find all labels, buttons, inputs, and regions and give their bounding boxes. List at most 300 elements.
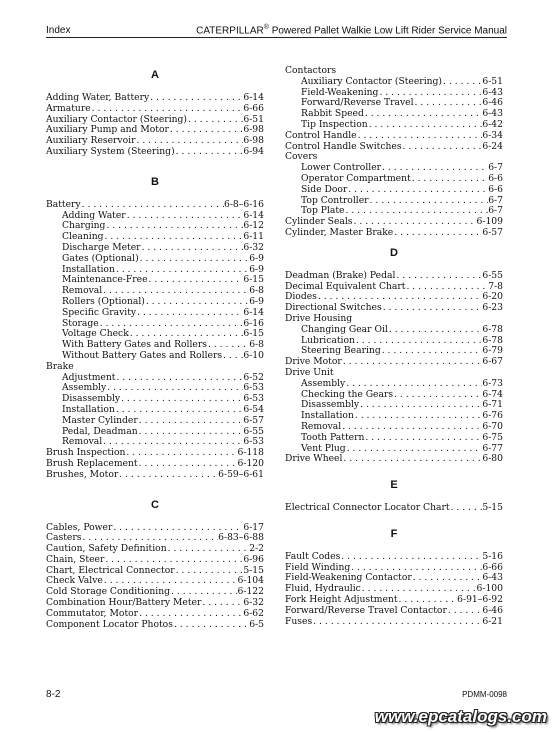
entry-label: Contactors [285,66,337,76]
index-entry [46,523,264,534]
header-reg-mark: ® [263,23,269,31]
dot-leader [342,357,483,368]
dot-leader [405,282,488,293]
index-list-d [285,271,503,465]
index-entry [46,200,264,211]
index-subentry [285,88,503,99]
index-entry [46,362,264,373]
entry-label: Vent Plug [301,443,346,454]
entry-label: Component Locator Photos [46,619,173,630]
index-subentry [46,416,264,427]
watermark-logo: www.epcatalogs.com [374,707,547,726]
dot-leader [361,584,477,595]
entry-label: Commutator, Motor [46,608,139,619]
index-subentry [285,325,503,336]
entry-label: Rollers (Optional) [62,296,145,307]
entry-label: Decimal Equivalent Chart [285,281,406,292]
index-entry [285,357,503,368]
entry-page-number: 6-6 [488,173,503,184]
entry-page-number: 6-104 [237,576,264,587]
index-subentry [46,211,264,222]
index-entry [46,470,264,481]
entry-page-number: 6-21 [482,616,503,627]
entry-label: Auxiliary Reservoir [46,136,136,147]
dot-leader [126,211,244,222]
dot-leader [115,405,243,416]
dot-leader [442,77,482,88]
entry-page-number: 6-9 [249,296,264,307]
index-entry [285,314,503,325]
section-letter-c: C [151,498,159,511]
dot-leader [138,459,238,470]
entry-page-number: 6-43 [482,573,503,584]
entry-label: Field-Weakening Contactor [285,573,412,584]
entry-page-number: 6-51 [243,114,264,125]
index-entry [46,533,264,544]
entry-page-number: 6-77 [482,443,503,454]
dot-leader [81,200,224,211]
entry-label: Chart, Electrical Connector [46,565,175,576]
entry-label: Changing Gear Oil [301,324,388,335]
index-entry [285,595,503,606]
index-entry [285,282,503,293]
entry-page-number: 6-78 [482,324,503,335]
index-subentry [285,400,503,411]
index-subentry [46,221,264,232]
entry-page-number: 6-14 [243,210,264,221]
index-entry [285,368,503,379]
index-subentry [46,383,264,394]
entry-label: Auxiliary System (Steering) [46,146,175,157]
entry-label: Gates (Optional) [62,253,139,264]
entry-page-number: 6-14 [243,307,264,318]
entry-page-number: 6-8–6-16 [223,199,264,210]
entry-page-number: 6-8 [249,340,264,351]
index-entry [285,152,503,163]
dot-leader [106,383,243,394]
section-letter-b: B [151,175,159,188]
entry-page-number: 6-96 [243,554,264,565]
entry-label: Fork Height Adjustment [285,595,398,606]
section-letter-d: D [390,246,398,259]
dot-leader [447,606,483,617]
entry-label: Lubrication [301,335,355,346]
index-entry [46,115,264,126]
entry-page-number: 6-91–6-92 [457,595,503,606]
dot-leader [115,373,243,384]
dot-leader [393,390,482,401]
entry-label: Discharge Meter [62,242,141,253]
index-entry [285,584,503,595]
index-list-b [46,200,264,481]
entry-page-number: 6-98 [243,136,264,147]
index-column-right [285,66,503,627]
entry-label: Maintenance-Free [62,275,148,286]
index-entry [285,503,503,514]
entry-page-number: 6-15 [243,275,264,286]
entry-label: Caution, Safety Definition [46,544,167,555]
entry-page-number: 6-23 [482,303,503,314]
dot-leader [382,303,483,314]
index-subentry [285,346,503,357]
entry-page-number: 6-43 [482,87,503,98]
dot-leader [393,228,482,239]
index-entry [46,566,264,577]
entry-page-number: 6-66 [243,103,264,114]
entry-page-number: 6-80 [482,454,503,465]
index-subentry [285,185,503,196]
index-list-c [46,523,264,631]
dot-leader [355,336,482,347]
entry-page-number: 6-73 [482,378,503,389]
index-entry [46,459,264,470]
dot-leader [138,609,243,620]
index-entry [285,131,503,142]
index-subentry [285,206,503,217]
entry-page-number: 6-32 [243,598,264,609]
index-entry [46,555,264,566]
index-subentry [285,379,503,390]
entry-label: Fuses [285,616,313,627]
index-subentry [285,433,503,444]
entry-page-number: 6-15 [243,329,264,340]
dot-leader [105,221,243,232]
dot-leader [340,552,482,563]
entry-page-number: 6-42 [482,119,503,130]
dot-leader [115,265,249,276]
entry-page-number: 5-15 [243,565,264,576]
index-entry [46,136,264,147]
entry-page-number: 6-79 [482,346,503,357]
index-subentry [46,319,264,330]
dot-leader [125,448,237,459]
dot-leader [357,131,483,142]
entry-label: Tooth Pattern [301,432,365,443]
dot-leader [91,104,244,115]
entry-label: Brake [46,361,74,372]
entry-page-number: 6-98 [243,125,264,136]
index-subentry [46,340,264,351]
dot-leader [99,319,244,330]
entry-page-number: 6-11 [243,232,264,243]
dot-leader [345,379,482,390]
entry-page-number: 6-43 [482,109,503,120]
index-entry [285,563,503,574]
entry-page-number: 7-8 [488,281,503,292]
index-entry [46,609,264,620]
entry-label: With Battery Gates and Rollers [62,340,207,351]
entry-page-number: 6-10 [243,350,264,361]
index-subentry [46,437,264,448]
dot-leader [342,454,482,465]
dot-leader [102,286,249,297]
entry-label: Brush Replacement [46,458,138,469]
entry-label: Forward/Reverse Travel Contactor [285,605,447,616]
dot-leader [368,120,483,131]
index-subentry [46,329,264,340]
index-subentry [285,444,503,455]
entry-page-number: 6-46 [482,98,503,109]
entry-page-number: 6-53 [243,394,264,405]
entry-page-number: 6-46 [482,605,503,616]
index-subentry [46,243,264,254]
index-entry [285,606,503,617]
dot-leader [175,147,244,158]
entry-label: Control Handle [285,130,357,141]
index-subentry [46,275,264,286]
entry-label: Chain, Steer [46,554,105,565]
index-entry [46,125,264,136]
dot-leader [412,573,483,584]
dot-leader [411,174,488,185]
entry-label: Armature [46,103,91,114]
entry-page-number: 2-2 [249,544,264,555]
page-header [46,18,507,36]
entry-label: Cleaning [62,232,104,243]
index-subentry [46,351,264,362]
index-entry [285,292,503,303]
index-list-f [285,552,503,628]
dot-leader [346,444,483,455]
entry-page-number: 6-32 [243,242,264,253]
index-subentry [46,297,264,308]
entry-label: Master Cylinder [62,415,138,426]
entry-label: Cylinder Seals [285,217,353,228]
entry-page-number: 6-7 [488,195,503,206]
dot-leader [312,617,482,628]
entry-page-number: 6-53 [243,437,264,448]
entry-label: Assembly [62,383,107,394]
dot-leader [359,400,482,411]
dot-leader [138,416,244,427]
index-entry [285,617,503,628]
index-subentry [285,163,503,174]
entry-page-number: 6-55 [243,426,264,437]
dot-leader [141,243,244,254]
entry-label: Voltage Check [62,329,129,340]
dot-leader [388,325,483,336]
index-subentry [285,196,503,207]
entry-label: Pedal, Deadman [62,426,138,437]
index-entry [46,587,264,598]
index-subentry [46,394,264,405]
dot-leader [364,433,482,444]
entry-page-number: 6-57 [482,227,503,238]
dot-leader [81,533,218,544]
entry-label: Deadman (Brake) Pedal [285,270,396,281]
header-title [196,24,507,36]
entry-page-number: 6-55 [482,270,503,281]
entry-page-number: 6-122 [237,587,264,598]
entry-page-number: 6-14 [243,93,264,103]
entry-page-number: 5-15 [482,503,503,514]
entry-label: Fluid, Hydraulic [285,584,361,595]
entry-label: Field-Weakening [301,87,379,98]
index-subentry [285,98,503,109]
entry-page-number: 6-52 [243,372,264,383]
dot-leader [135,136,243,147]
index-entry [285,142,503,153]
dot-leader [102,437,243,448]
entry-label: Drive Wheel [285,454,343,465]
entry-label: Casters [46,533,82,544]
dot-leader [104,232,244,243]
entry-label: Covers [285,152,318,163]
dot-leader [129,329,244,340]
entry-label: Drive Motor [285,357,342,368]
index-subentry [46,286,264,297]
entry-page-number: 6-100 [476,584,503,595]
entry-page-number: 6-67 [482,357,503,368]
dot-leader [169,125,243,136]
index-entry [285,454,503,465]
dot-leader [414,98,483,109]
entry-label: Auxiliary Contactor (Steering) [301,76,443,87]
entry-label: Side Door [301,184,348,195]
dot-leader [378,88,482,99]
entry-label: Adding Water, Battery [46,93,150,103]
index-subentry [285,336,503,347]
entry-page-number: 6-24 [482,141,503,152]
entry-label: Rabbit Speed [301,109,364,120]
entry-page-number: 5-16 [482,551,503,562]
dot-leader [103,576,238,587]
entry-label: Brush Inspection [46,448,126,459]
header-divider [46,37,507,38]
entry-page-number: 6-109 [476,217,503,228]
entry-page-number: 6-59–6-61 [218,469,264,480]
index-entry [46,448,264,459]
dot-leader [207,340,249,351]
dot-leader [354,411,482,422]
dot-leader [201,598,243,609]
entry-label: Charging [62,221,106,232]
section-letter-a: A [151,69,159,81]
entry-label: Brushes, Motor [46,469,119,480]
index-subentry [285,109,503,120]
entry-page-number: 6-9 [249,253,264,264]
index-subentry [46,308,264,319]
index-subentry [285,411,503,422]
entry-label: Assembly [301,378,346,389]
entry-label: Cold Storage Conditioning [46,587,171,598]
entry-label: Installation [62,404,115,415]
index-subentry [285,120,503,131]
entry-page-number: 6-118 [237,448,264,459]
document-code: PDMM-0098 [462,690,507,699]
entry-label: Installation [62,264,115,275]
entry-page-number: 6-83–6-88 [218,533,264,544]
dot-leader [118,470,218,481]
dot-leader [450,503,483,514]
entry-page-number: 6-8 [249,286,264,297]
entry-page-number: 6-70 [482,421,503,432]
entry-label: Fault Codes [285,551,341,562]
dot-leader [120,394,243,405]
entry-label: Tip Inspection [301,119,368,130]
dot-leader [167,544,250,555]
entry-label: Storage [62,318,99,329]
dot-leader [139,254,250,265]
section-letter-e: E [390,479,398,492]
index-subentry [285,174,503,185]
entry-page-number: 6-17 [243,522,264,533]
entry-label: Check Valve [46,576,103,587]
entry-page-number: 6-76 [482,411,503,422]
entry-page-number: 6-54 [243,404,264,415]
dot-leader [317,292,482,303]
entry-label: Checking the Gears [301,389,394,400]
entry-label: Electrical Connector Locator Chart [285,503,450,514]
index-entry [46,104,264,115]
dot-leader [175,566,244,577]
entry-label: Top Controller [301,195,369,206]
index-entry [285,303,503,314]
entry-label: Drive Housing [285,313,353,324]
index-subentry [285,77,503,88]
index-entry [285,217,503,228]
index-subentry [285,422,503,433]
section-letter-f: F [390,527,398,540]
entry-page-number: 6-71 [482,400,503,411]
entry-label: Cylinder, Master Brake [285,227,394,238]
entry-label: Steering Bearing [301,346,381,357]
entry-label: Removal [62,286,103,297]
index-entry [285,271,503,282]
dot-leader [369,196,489,207]
entry-label: Top Plate [301,206,345,217]
entry-label: Disassembly [62,394,121,405]
index-entry [285,573,503,584]
entry-page-number: 6-5 [249,619,264,630]
entry-label: Without Battery Gates and Rollers [62,350,223,361]
header-manual-title: Powered Pallet Walkie Low Lift Rider Service Manual [268,25,507,36]
entry-label: Control Handle Switches [285,141,402,152]
index-subentry [46,232,264,243]
index-list-e [285,503,503,514]
dot-leader [170,587,237,598]
header-brand: CATERPILLAR [196,25,264,36]
entry-label: Adjustment [62,372,116,383]
dot-leader [104,555,243,566]
dot-leader [187,115,243,126]
index-entry [285,552,503,563]
index-subentry [285,390,503,401]
entry-page-number: 6-16 [243,318,264,329]
index-subentry [46,254,264,265]
entry-page-number: 6-12 [243,221,264,232]
entry-label: Forward/Reverse Travel [301,98,414,109]
page-number: 8-2 [46,689,61,700]
entry-label: Specific Gravity [62,307,137,318]
dot-leader [148,275,244,286]
index-column-left [46,66,264,630]
dot-leader [145,297,249,308]
entry-label: Auxiliary Pump and Motor [46,125,169,136]
index-subentry [46,373,264,384]
dot-leader [353,217,477,228]
entry-page-number: 6-9 [249,264,264,275]
dot-leader [222,351,243,362]
entry-page-number: 6-53 [243,383,264,394]
dot-leader [395,271,482,282]
dot-leader [350,563,482,574]
entry-page-number: 6-62 [243,608,264,619]
dot-leader [381,346,483,357]
entry-label: Adding Water [62,210,126,221]
index-list-c-continued [285,66,503,239]
dot-leader [344,206,488,217]
